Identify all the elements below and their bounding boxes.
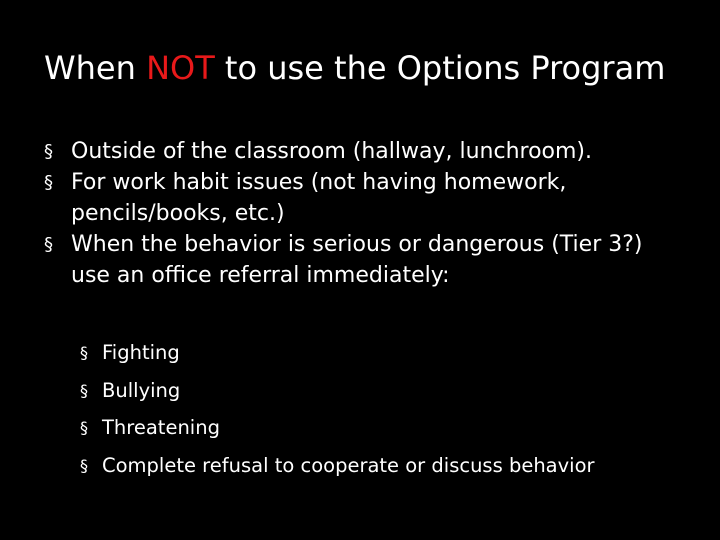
square-bullet-icon: §: [80, 418, 88, 437]
sub-bullet-item: [80, 447, 680, 485]
square-bullet-icon: §: [80, 455, 88, 475]
bullet-text: Outside of the classroom (hallway, lunchroom).: [71, 139, 593, 164]
square-bullet-icon: §: [44, 172, 54, 193]
bullet-item: [44, 167, 684, 229]
sub-bullet-text: Complete refusal to cooperate or discuss behavior: [102, 453, 595, 477]
bullet-item: [44, 136, 684, 167]
sub-bullet-item: [80, 372, 680, 410]
square-bullet-icon: §: [44, 234, 54, 255]
title-highlight: NOT: [146, 49, 215, 87]
sub-bullet-item: [80, 409, 680, 447]
square-bullet-icon: §: [44, 141, 54, 162]
square-bullet-icon: §: [80, 343, 88, 362]
square-bullet-icon: §: [80, 380, 88, 400]
title-suffix: to use the Options Program: [214, 49, 666, 87]
sub-bullet-text: Bullying: [102, 378, 181, 402]
bullet-list: [44, 136, 684, 291]
sub-bullet-list: [80, 334, 680, 484]
bullet-item: [44, 229, 684, 291]
bullet-text: When the behavior is serious or dangerous (Tier 3?) use an office referral immediately:: [71, 232, 643, 288]
title-prefix: When: [44, 49, 147, 87]
sub-bullet-item: [80, 334, 680, 372]
slide-title: [44, 48, 665, 88]
sub-bullet-text: Threatening: [102, 416, 220, 439]
sub-bullet-text: Fighting: [102, 341, 180, 364]
bullet-text: For work habit issues (not having homework, pencils/books, etc.): [71, 170, 567, 226]
